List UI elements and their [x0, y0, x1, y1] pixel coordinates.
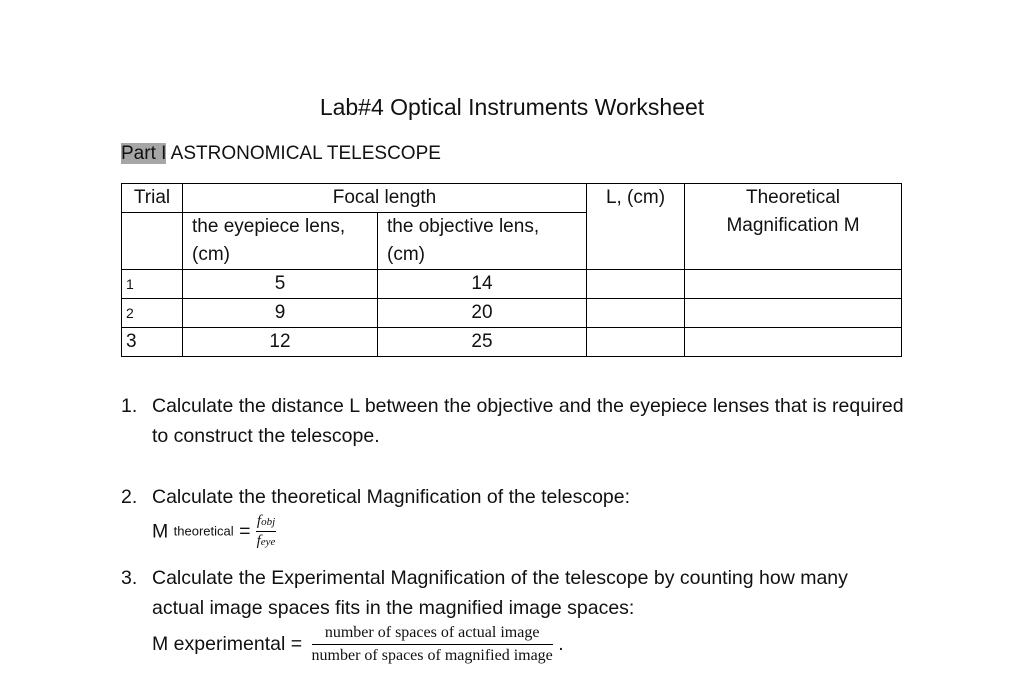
m-experimental-label: M experimental =	[152, 633, 303, 655]
L-cell[interactable]	[587, 270, 685, 299]
equals-sign: =	[239, 520, 251, 543]
question-number: 2.	[121, 486, 138, 508]
objective-cell: 20	[378, 299, 587, 328]
header-objective: the objective lens, (cm)	[378, 213, 587, 270]
magnification-fraction	[256, 512, 276, 551]
L-cell[interactable]	[587, 328, 685, 357]
period: .	[558, 633, 564, 655]
focal-length-table	[121, 183, 902, 357]
magnification-cell[interactable]	[685, 299, 902, 328]
question-number: 3.	[121, 567, 138, 589]
question-text: Calculate the Experimental Magnification of the telescope by counting how many actual image spaces fits in the magnified image spaces:	[152, 567, 848, 619]
part-heading	[121, 141, 441, 167]
table-row	[122, 270, 902, 299]
fraction-denominator: number of spaces of magnified image	[311, 647, 553, 664]
magnification-cell[interactable]	[685, 270, 902, 299]
header-L: L, (cm)	[587, 184, 685, 270]
page-title: Lab#4 Optical Instruments Worksheet	[319, 94, 705, 120]
magnification-cell[interactable]	[685, 328, 902, 357]
question-text: Calculate the distance L between the objective and the eyepiece lenses that is required to construct the telescope.	[152, 395, 904, 447]
trial-cell: 1	[122, 270, 183, 299]
eyepiece-cell: 9	[183, 299, 378, 328]
question-number: 1.	[121, 395, 138, 417]
fraction-denominator: feye	[256, 533, 276, 549]
theoretical-formula	[152, 512, 276, 551]
objective-cell: 14	[378, 270, 587, 299]
header-eyepiece: the eyepiece lens, (cm)	[183, 213, 378, 270]
objective-cell: 25	[378, 328, 587, 357]
part-label: Part I	[121, 143, 167, 164]
fraction-numerator: number of spaces of actual image	[312, 622, 553, 645]
part-name: ASTRONOMICAL TELESCOPE	[170, 143, 441, 164]
question-text: Calculate the theoretical Magnification of the telescope:	[152, 486, 631, 508]
eyepiece-cell: 5	[183, 270, 378, 299]
header-trial-blank	[122, 213, 183, 270]
m-subscript: theoretical	[173, 523, 234, 539]
fraction-numerator: fobj	[256, 512, 276, 532]
experimental-fraction	[312, 622, 553, 667]
header-magnification: Theoretical Magnification M	[685, 184, 902, 270]
header-trial: Trial	[122, 184, 183, 213]
header-focal-length: Focal length	[183, 184, 587, 213]
L-cell[interactable]	[587, 299, 685, 328]
table-row	[122, 299, 902, 328]
experimental-formula	[152, 622, 564, 667]
trial-cell: 3	[122, 328, 183, 357]
table-row	[122, 328, 902, 357]
eyepiece-cell: 12	[183, 328, 378, 357]
m-label: M	[152, 520, 169, 543]
trial-cell: 2	[122, 299, 183, 328]
